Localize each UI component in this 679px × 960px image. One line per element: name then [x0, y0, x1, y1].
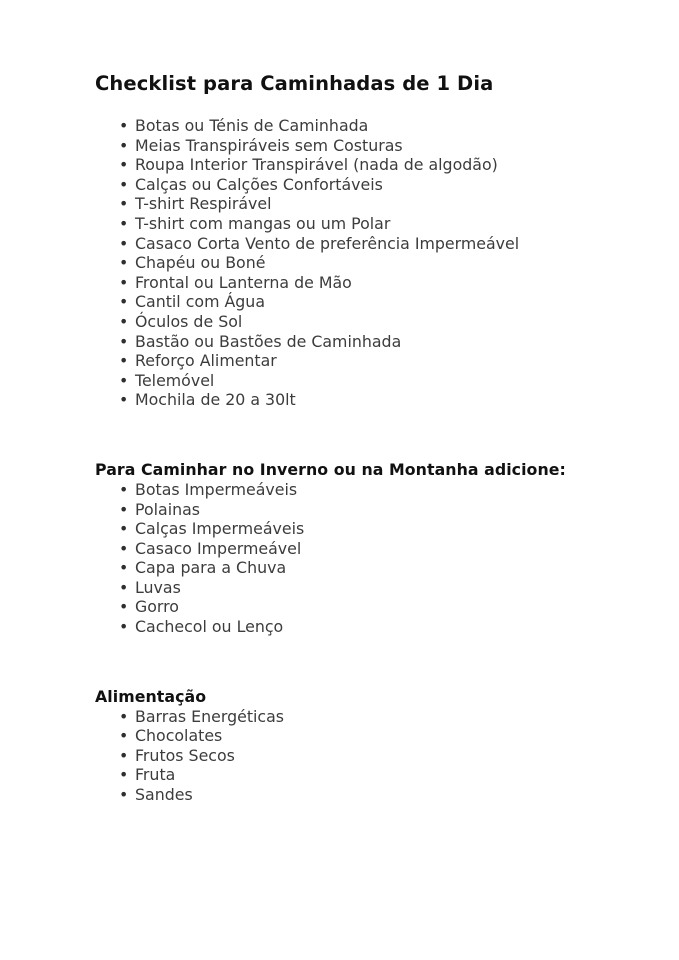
checklist-item — [95, 785, 639, 805]
checklist-item — [95, 765, 639, 785]
bullet-icon: • — [119, 499, 129, 519]
checklist-item — [95, 155, 639, 175]
checklist-item — [95, 175, 639, 195]
checklist-day-hike — [95, 116, 639, 410]
checklist-item — [95, 292, 639, 312]
checklist-item-label: Bastão ou Bastões de Caminhada — [135, 331, 402, 351]
bullet-icon: • — [119, 331, 129, 351]
bullet-icon: • — [119, 174, 129, 194]
checklist-item-label: Telemóvel — [135, 370, 215, 390]
checklist-item-label: Calças ou Calções Confortáveis — [135, 174, 383, 194]
checklist-item-label: Cachecol ou Lenço — [135, 617, 284, 637]
checklist-item-label: Roupa Interior Transpirável (nada de algodão) — [135, 155, 498, 175]
bullet-icon: • — [119, 479, 129, 499]
bullet-icon: • — [119, 135, 129, 155]
checklist-item — [95, 253, 639, 273]
checklist-food — [95, 707, 639, 805]
bullet-icon: • — [119, 538, 129, 558]
checklist-item-label: Frontal ou Lanterna de Mão — [135, 272, 352, 292]
checklist-item-label: Frutos Secos — [135, 745, 235, 765]
checklist-item — [95, 332, 639, 352]
checklist-winter-mountain — [95, 480, 639, 637]
checklist-item — [95, 390, 639, 410]
checklist-item — [95, 214, 639, 234]
checklist-item — [95, 597, 639, 617]
checklist-item — [95, 116, 639, 136]
checklist-item-label: Mochila de 20 a 30lt — [135, 390, 296, 410]
checklist-item-label: T-shirt com mangas ou um Polar — [135, 213, 391, 233]
checklist-item-label: Calças Impermeáveis — [135, 519, 305, 539]
bullet-icon: • — [119, 370, 129, 390]
section-heading-winter: Para Caminhar no Inverno ou na Montanha adicione: — [95, 459, 566, 479]
checklist-item-label: Cantil com Água — [135, 292, 266, 312]
page-title: Checklist para Caminhadas de 1 Dia — [95, 72, 494, 95]
bullet-icon: • — [119, 577, 129, 597]
bullet-icon: • — [119, 116, 129, 135]
checklist-item-label: Meias Transpiráveis sem Costuras — [135, 135, 403, 155]
bullet-icon: • — [119, 706, 129, 726]
checklist-item — [95, 746, 639, 766]
checklist-item-label: Casaco Impermeável — [135, 538, 302, 558]
checklist-item-label: Luvas — [135, 577, 181, 597]
section-spacer-1 — [95, 410, 639, 459]
bullet-icon: • — [119, 765, 129, 785]
checklist-item-label: Barras Energéticas — [135, 706, 285, 726]
bullet-icon: • — [119, 597, 129, 617]
checklist-item — [95, 707, 639, 727]
bullet-icon: • — [119, 213, 129, 233]
bullet-icon: • — [119, 785, 129, 805]
checklist-item-label: Óculos de Sol — [135, 311, 243, 331]
bullet-icon: • — [119, 272, 129, 292]
checklist-item-label: Chocolates — [135, 726, 223, 746]
bullet-icon: • — [119, 726, 129, 746]
checklist-item-label: Polainas — [135, 499, 201, 519]
checklist-item-label: Fruta — [135, 765, 176, 785]
section-heading-food: Alimentação — [95, 686, 207, 706]
bullet-icon: • — [119, 351, 129, 371]
bullet-icon: • — [119, 194, 129, 214]
checklist-item-label: Reforço Alimentar — [135, 351, 277, 371]
bullet-icon: • — [119, 617, 129, 637]
checklist-item-label: Botas Impermeáveis — [135, 479, 298, 499]
checklist-item — [95, 500, 639, 520]
bullet-icon: • — [119, 253, 129, 273]
checklist-item — [95, 273, 639, 293]
checklist-item-label: Chapéu ou Boné — [135, 253, 266, 273]
checklist-item — [95, 194, 639, 214]
checklist-item — [95, 726, 639, 746]
checklist-item-label: Sandes — [135, 785, 193, 805]
checklist-item-label: Botas ou Ténis de Caminhada — [135, 116, 369, 135]
bullet-icon: • — [119, 745, 129, 765]
bullet-icon: • — [119, 390, 129, 410]
title-spacer — [95, 96, 639, 116]
bullet-icon: • — [119, 292, 129, 312]
checklist-item-label: Gorro — [135, 597, 179, 617]
checklist-item — [95, 519, 639, 539]
section-spacer-2 — [95, 637, 639, 686]
bullet-icon: • — [119, 558, 129, 578]
checklist-item — [95, 578, 639, 598]
checklist-item — [95, 234, 639, 254]
bullet-icon: • — [119, 311, 129, 331]
checklist-item-label: T-shirt Respirável — [135, 194, 272, 214]
checklist-item — [95, 558, 639, 578]
checklist-item — [95, 351, 639, 371]
checklist-item — [95, 371, 639, 391]
checklist-item — [95, 539, 639, 559]
bullet-icon: • — [119, 233, 129, 253]
checklist-item-label: Capa para a Chuva — [135, 558, 287, 578]
checklist-item — [95, 617, 639, 637]
bullet-icon: • — [119, 519, 129, 539]
checklist-item — [95, 136, 639, 156]
checklist-item — [95, 312, 639, 332]
checklist-item — [95, 480, 639, 500]
checklist-item-label: Casaco Corta Vento de preferência Impermeável — [135, 233, 520, 253]
bullet-icon: • — [119, 155, 129, 175]
